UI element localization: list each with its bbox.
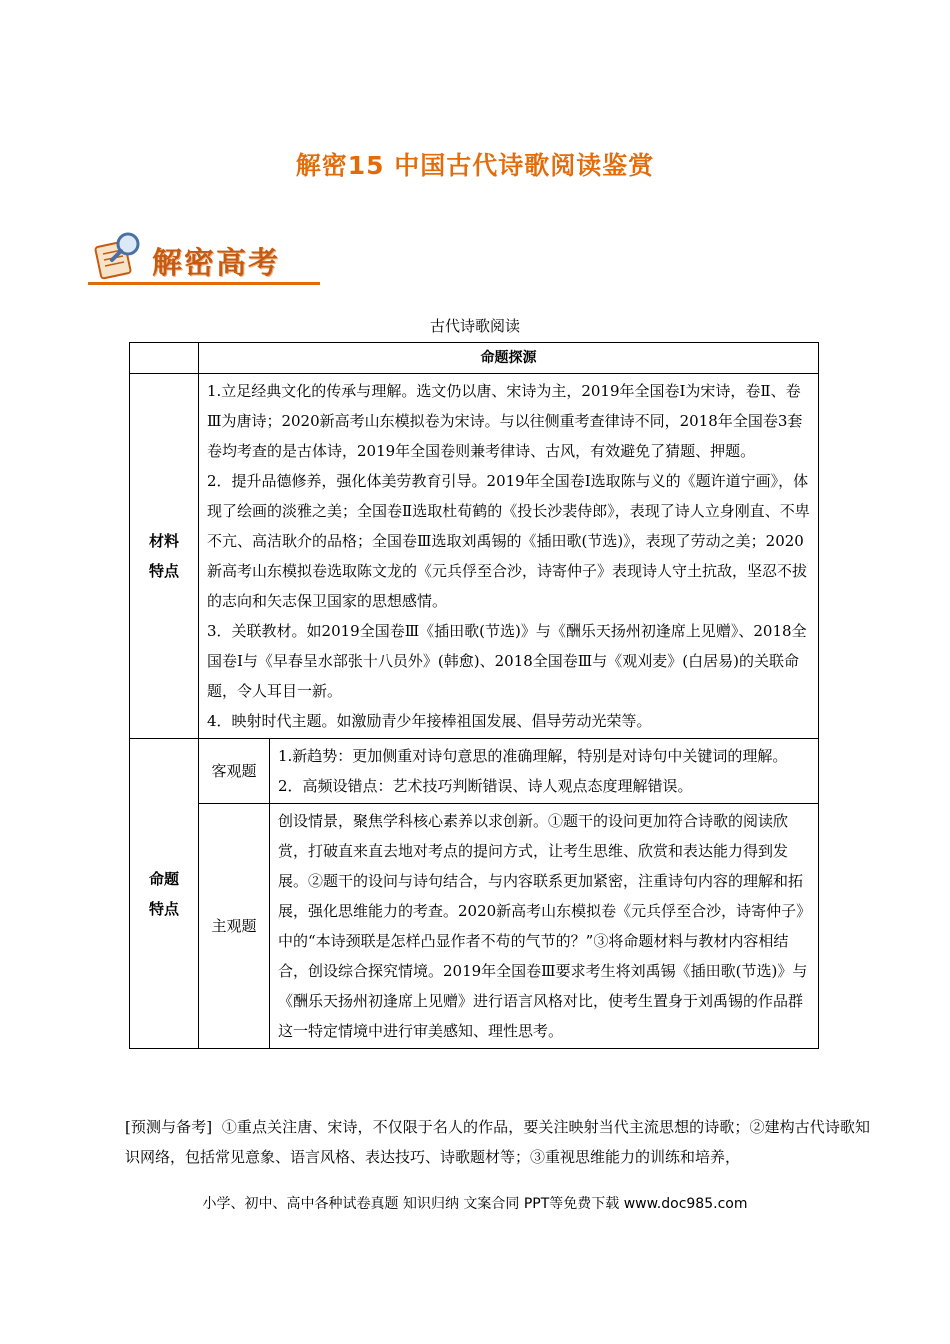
objective-item: 2．高频设错点：艺术技巧判断错误、诗人观点态度理解错误。 [278, 777, 693, 795]
objective-row [130, 739, 819, 804]
objective-content [270, 739, 819, 804]
header-empty-cell [130, 343, 199, 374]
section-banner [88, 228, 320, 286]
table-caption: 古代诗歌阅读 [429, 317, 520, 335]
subjective-content [270, 804, 819, 1049]
table-header-row [130, 343, 819, 374]
question-label: 命题 特点 [130, 739, 199, 1049]
material-item: 2．提升品德修养，强化体美劳教育引导。2019年全国卷Ⅰ选取陈与义的《题许道宁画》，体现了绘画的淡雅之美；全国卷Ⅱ选取杜荀鹤的《投长沙裴侍郎》，表现了诗人立身刚直、不卑不亢、高洁耿介的品格；全国卷Ⅲ选取刘禹锡的《插田歌(节选)》，表现了劳动之美；2020新高考山东模拟卷选取陈文龙的《元兵俘至合沙，诗寄仲子》表现诗人守土抗敌，坚忍不拔的志向和矢志保卫国家的思想感情。 [207, 472, 810, 610]
forecast-tag: [预测与备考] [125, 1118, 213, 1136]
banner-underline [88, 282, 320, 285]
subjective-text: 创设情景，聚焦学科核心素养以求创新。①题干的设问更加符合诗歌的阅读欣赏，打破直来直去地对考点的提问方式，让考生思维、欣赏和表达能力得到发展。②题干的设问与诗句结合，与内容联系更加紧密，注重诗句内容的理解和拓展，强化思维能力的考查。2020新高考山东模拟卷《元兵俘至合沙，诗寄仲子》中的“本诗颈联是怎样凸显作者不苟的气节的？”③将命题材料与教材内容相结合，创设综合探究情境。2019年全国卷Ⅲ要求考生将刘禹锡《插田歌(节选)》与《酬乐天扬州初逢席上见赠》进行语言风格对比，使考生置身于刘禹锡的作品群这一特定情境中进行审美感知、理性思考。 [278, 812, 812, 1040]
subjective-row [130, 804, 819, 1049]
material-row [130, 374, 819, 739]
material-label: 材料 特点 [130, 374, 199, 739]
material-item: 3．关联教材。如2019全国卷Ⅲ《插田歌(节选)》与《酬乐天扬州初逢席上见赠》、2018全国卷Ⅰ与《早春呈水部张十八员外》(韩愈)、2018全国卷Ⅲ与《观刈麦》(白居易)的关联命题，令人耳目一新。 [207, 622, 807, 700]
forecast-note [125, 1112, 870, 1172]
magnifier-notebook-icon [92, 228, 144, 280]
exam-analysis-table [129, 342, 819, 1049]
page-title: 解密15 中国古代诗歌阅读鉴赏 [295, 151, 655, 180]
objective-label: 客观题 [199, 739, 270, 804]
material-content [199, 374, 819, 739]
subjective-label: 主观题 [199, 804, 270, 1049]
forecast-text: ①重点关注唐、宋诗，不仅限于名人的作品，要关注映射当代主流思想的诗歌；②建构古代诗歌知识网络，包括常见意象、语言风格、表达技巧、诗歌题材等；③重视思维能力的训练和培养， [125, 1118, 870, 1166]
banner-label: 解密高考 [152, 246, 280, 281]
table-header: 命题探源 [199, 343, 819, 374]
page-footer: 小学、初中、高中各种试卷真题 知识归纳 文案合同 PPT等免费下载 www.doc985.com [202, 1196, 748, 1212]
material-item: 4．映射时代主题。如激励青少年接棒祖国发展、倡导劳动光荣等。 [207, 712, 652, 730]
material-item: 1.立足经典文化的传承与理解。选文仍以唐、宋诗为主，2019年全国卷Ⅰ为宋诗，卷Ⅱ、卷Ⅲ为唐诗；2020新高考山东模拟卷为宋诗。与以往侧重考查律诗不同，2018年全国卷3套卷均考查的是古体诗，2019年全国卷则兼考律诗、古风，有效避免了猜题、押题。 [207, 382, 803, 460]
objective-item: 1.新趋势：更加侧重对诗句意思的准确理解，特别是对诗句中关键词的理解。 [278, 747, 788, 765]
